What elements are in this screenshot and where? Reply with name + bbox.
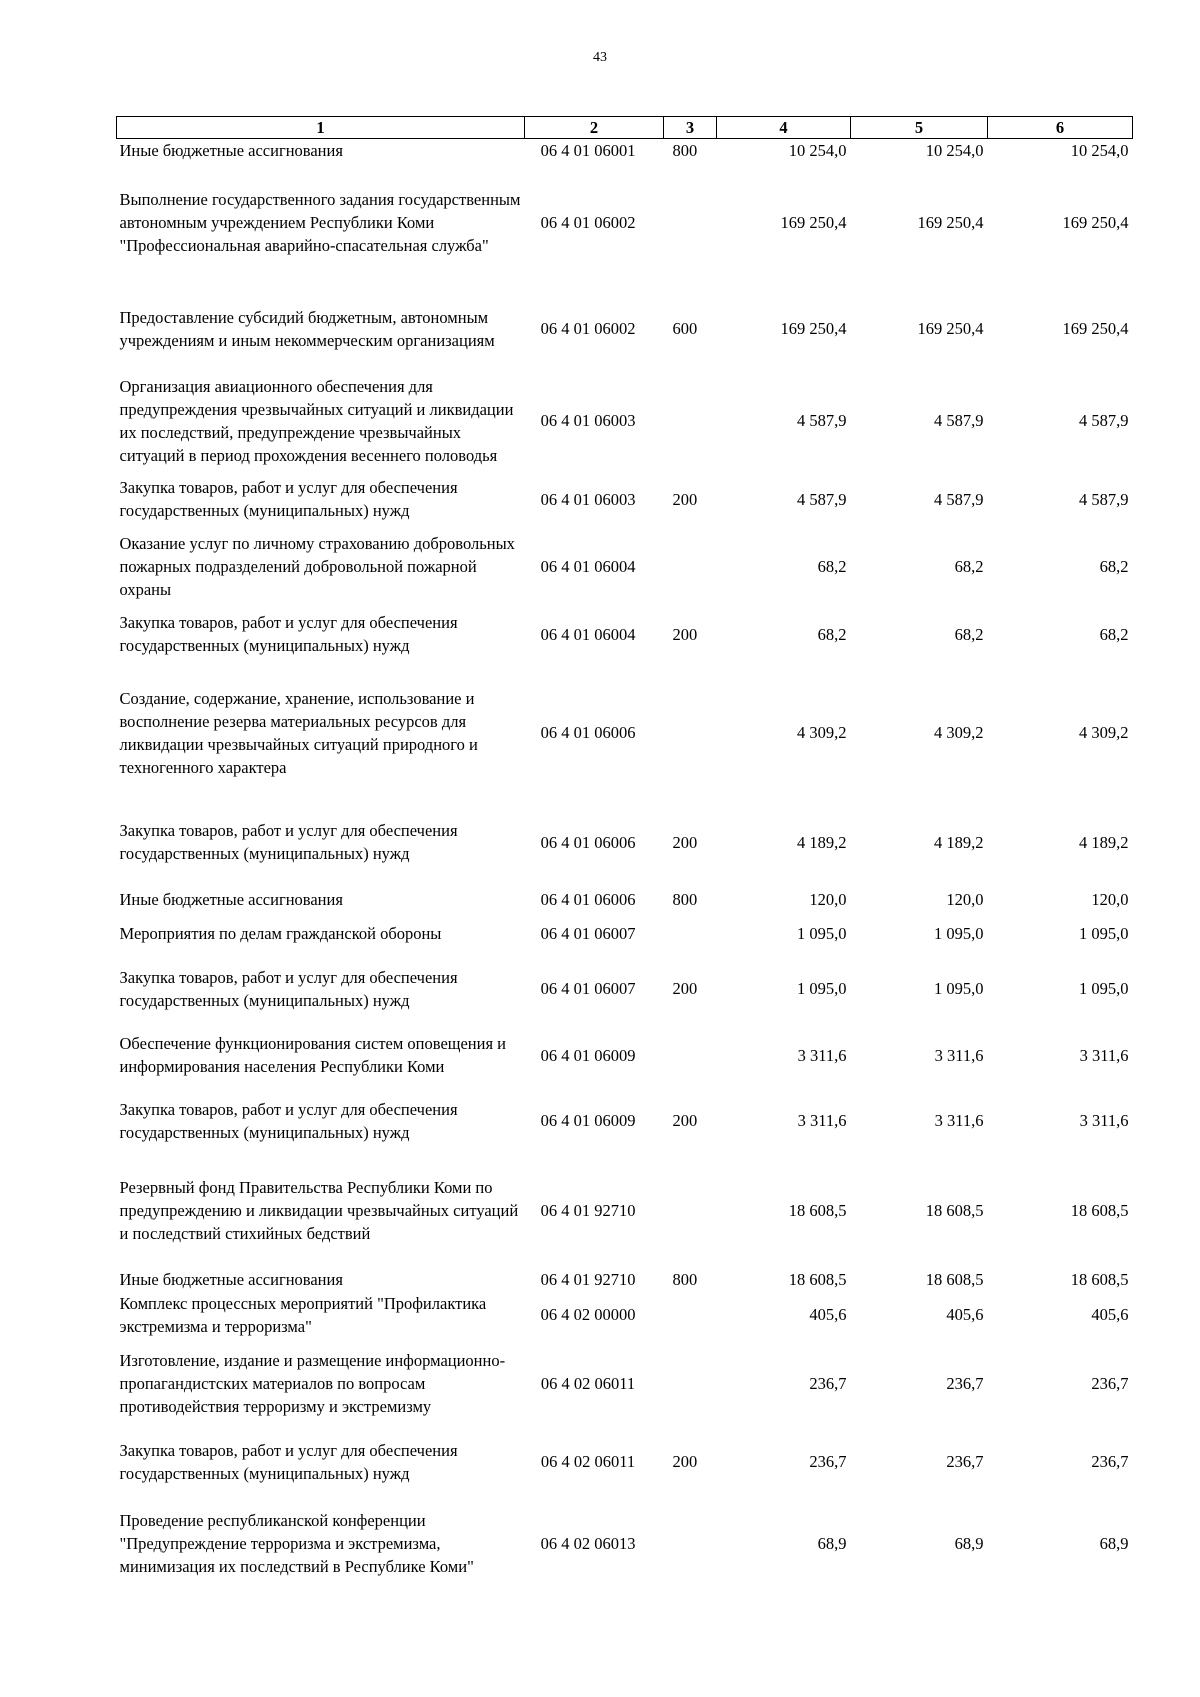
amount-col4: 10 254,0	[788, 141, 847, 161]
expense-type: 200	[672, 979, 698, 998]
column-header: 6	[988, 117, 1133, 139]
amount-col5: 18 608,5	[925, 1270, 984, 1289]
item-name: Закупка товаров, работ и услуг для обеспечения государственных (муниципальных) нужд	[119, 1099, 458, 1142]
amount-col5: 68,2	[954, 624, 984, 644]
amount-col5: 18 608,5	[925, 1201, 984, 1220]
table-row	[117, 1154, 1133, 1268]
budget-table	[116, 116, 1133, 1594]
item-name: Иные бюджетные ассигнования	[119, 1270, 343, 1289]
amount-col4: 18 608,5	[788, 1201, 847, 1220]
expense-type	[664, 163, 717, 283]
item-name: Мероприятия по делам гражданской обороны	[119, 924, 442, 943]
amount-col6: 18 608,5	[1070, 1201, 1129, 1220]
expense-type: 200	[672, 1111, 698, 1130]
amount-col6: 68,9	[1099, 1534, 1129, 1553]
amount-col6: 18 608,5	[1070, 1270, 1129, 1289]
amount-col6: 68,2	[1099, 624, 1129, 644]
amount-col6: 169 250,4	[1062, 213, 1129, 232]
table-row	[117, 1338, 1133, 1430]
item-name: Создание, содержание, хранение, использование и восполнение резерва материальных ресурсов для ликвидации чрезвычайных ситуаций природного и техногенного характера	[119, 688, 478, 777]
expense-type	[664, 1154, 717, 1268]
amount-col5: 169 250,4	[917, 319, 984, 338]
table-row	[117, 139, 1133, 163]
expense-type: 800	[672, 141, 698, 161]
amount-col6: 236,7	[1091, 1452, 1129, 1471]
target-code: 06 4 02 00000	[540, 1305, 636, 1324]
amount-col6: 1 095,0	[1079, 979, 1129, 998]
amount-col5: 4 587,9	[934, 489, 984, 509]
expense-type	[664, 1338, 717, 1430]
table-row	[117, 1088, 1133, 1154]
table-row	[117, 955, 1133, 1023]
amount-col4: 236,7	[809, 1374, 847, 1393]
amount-col5: 68,9	[954, 1534, 984, 1553]
item-name: Закупка товаров, работ и услуг для обеспечения государственных (муниципальных) нужд	[119, 613, 458, 655]
expense-type	[664, 668, 717, 798]
table-body	[117, 139, 1133, 1594]
amount-col4: 18 608,5	[788, 1270, 847, 1289]
amount-col4: 68,9	[817, 1534, 847, 1553]
item-name: Проведение республиканской конференции "Предупреждение терроризма и экстремизма, минимизация их последствий в Республике Коми"	[119, 1511, 474, 1576]
amount-col6: 169 250,4	[1062, 319, 1129, 338]
expense-type	[664, 532, 717, 601]
amount-col5: 4 587,9	[934, 411, 984, 430]
expense-type	[664, 1023, 717, 1088]
table-row	[117, 467, 1133, 532]
table-row	[117, 283, 1133, 375]
amount-col4: 120,0	[809, 890, 847, 909]
item-name: Оказание услуг по личному страхованию добровольных пожарных подразделений добровольной пожарной охраны	[119, 533, 515, 599]
table-row	[117, 1494, 1133, 1594]
item-name: Иные бюджетные ассигнования	[119, 890, 343, 909]
target-code: 06 4 01 06009	[540, 1111, 636, 1130]
amount-col6: 405,6	[1091, 1305, 1129, 1324]
expense-type: 200	[672, 624, 698, 644]
column-header: 3	[664, 117, 717, 139]
target-code: 06 4 02 06011	[540, 1374, 636, 1393]
expense-type	[664, 1494, 717, 1594]
item-name: Резервный фонд Правительства Республики Коми по предупреждению и ликвидации чрезвычайных ситуаций и последствий стихийных бедствий	[119, 1178, 519, 1243]
amount-col6: 3 311,6	[1079, 1111, 1129, 1130]
target-code: 06 4 01 06006	[540, 890, 636, 909]
amount-col6: 3 311,6	[1079, 1045, 1129, 1065]
table-row	[117, 1430, 1133, 1494]
target-code: 06 4 01 06002	[540, 213, 636, 232]
amount-col5: 1 095,0	[934, 924, 984, 943]
item-name: Иные бюджетные ассигнования	[119, 141, 343, 161]
amount-col6: 4 587,9	[1079, 411, 1129, 430]
item-name: Закупка товаров, работ и услуг для обеспечения государственных (муниципальных) нужд	[119, 967, 458, 1010]
amount-col6: 68,2	[1099, 556, 1129, 576]
amount-col5: 3 311,6	[934, 1111, 984, 1130]
amount-col4: 4 189,2	[797, 832, 847, 852]
amount-col6: 120,0	[1091, 890, 1129, 909]
amount-col6: 1 095,0	[1079, 924, 1129, 943]
amount-col5: 120,0	[946, 890, 984, 909]
amount-col4: 4 587,9	[797, 411, 847, 430]
expense-type: 600	[672, 319, 698, 338]
table-row	[117, 163, 1133, 283]
target-code: 06 4 01 06003	[540, 411, 636, 430]
amount-col4: 3 311,6	[797, 1045, 847, 1065]
target-code: 06 4 01 06002	[540, 319, 636, 338]
table-header	[117, 117, 1133, 139]
table-row	[117, 668, 1133, 798]
amount-col5: 68,2	[954, 556, 984, 576]
target-code: 06 4 01 06004	[540, 556, 636, 576]
target-code: 06 4 01 06007	[540, 924, 636, 943]
item-name: Выполнение государственного задания государственным автономным учреждением Республики Коми "Профессиональная аварийно-спасательная служба"	[119, 190, 521, 255]
target-code: 06 4 01 92710	[540, 1270, 636, 1289]
amount-col6: 10 254,0	[1070, 141, 1129, 161]
amount-col6: 4 587,9	[1079, 489, 1129, 509]
expense-type	[664, 913, 717, 955]
target-code: 06 4 01 06009	[540, 1045, 636, 1065]
amount-col4: 236,7	[809, 1452, 847, 1471]
amount-col5: 405,6	[946, 1305, 984, 1324]
expense-type: 200	[672, 832, 698, 852]
amount-col5: 236,7	[946, 1374, 984, 1393]
target-code: 06 4 01 06006	[540, 723, 636, 742]
expense-type	[664, 1292, 717, 1338]
amount-col5: 4 309,2	[934, 723, 984, 742]
column-header: 5	[851, 117, 988, 139]
amount-col5: 236,7	[946, 1452, 984, 1471]
amount-col4: 4 309,2	[797, 723, 847, 742]
table-row	[117, 375, 1133, 467]
amount-col5: 169 250,4	[917, 213, 984, 232]
amount-col6: 4 309,2	[1079, 723, 1129, 742]
column-header: 1	[117, 117, 525, 139]
page-number: 43	[593, 50, 607, 65]
amount-col4: 1 095,0	[797, 924, 847, 943]
table-row	[117, 1023, 1133, 1088]
item-name: Обеспечение функционирования систем оповещения и информирования населения Республики Коми	[119, 1034, 507, 1076]
amount-col4: 405,6	[809, 1305, 847, 1324]
amount-col4: 3 311,6	[797, 1111, 847, 1130]
table-row	[117, 913, 1133, 955]
amount-col4: 4 587,9	[797, 489, 847, 509]
expense-type: 800	[672, 1270, 698, 1289]
amount-col5: 3 311,6	[934, 1045, 984, 1065]
expense-type: 200	[672, 489, 698, 509]
amount-col4: 68,2	[817, 624, 847, 644]
target-code: 06 4 01 06003	[540, 489, 636, 509]
item-name: Комплекс процессных мероприятий "Профилактика экстремизма и терроризма"	[119, 1293, 487, 1336]
amount-col5: 4 189,2	[934, 832, 984, 852]
amount-col5: 1 095,0	[934, 979, 984, 998]
item-name: Закупка товаров, работ и услуг для обеспечения государственных (муниципальных) нужд	[119, 821, 458, 863]
target-code: 06 4 02 06011	[540, 1452, 636, 1471]
expense-type	[664, 375, 717, 467]
table-row	[117, 601, 1133, 668]
target-code: 06 4 01 06001	[540, 141, 636, 161]
amount-col6: 4 189,2	[1079, 832, 1129, 852]
expense-type: 200	[672, 1452, 698, 1471]
column-header: 4	[717, 117, 851, 139]
table-row	[117, 798, 1133, 887]
amount-col4: 68,2	[817, 556, 847, 576]
target-code: 06 4 01 92710	[540, 1201, 636, 1220]
item-name: Закупка товаров, работ и услуг для обеспечения государственных (муниципальных) нужд	[119, 1440, 458, 1483]
table-row	[117, 532, 1133, 601]
target-code: 06 4 01 06007	[540, 979, 636, 998]
target-code: 06 4 01 06006	[540, 832, 636, 852]
table-row	[117, 1292, 1133, 1338]
column-header: 2	[525, 117, 664, 139]
amount-col4: 1 095,0	[797, 979, 847, 998]
item-name: Организация авиационного обеспечения для предупреждения чрезвычайных ситуаций и ликвидации их последствий, предупреждение чрезвычайных ситуаций в период прохождения весеннего половодья	[119, 376, 514, 465]
amount-col4: 169 250,4	[780, 213, 847, 232]
item-name: Изготовление, издание и размещение информационно-пропагандистских материалов по вопросам противодействия терроризму и экстремизму	[119, 1351, 506, 1416]
item-name: Предоставление субсидий бюджетным, автономным учреждениям и иным некоммерческим организациям	[119, 307, 495, 350]
expense-type: 800	[672, 890, 698, 909]
target-code: 06 4 02 06013	[540, 1534, 636, 1553]
amount-col6: 236,7	[1091, 1374, 1129, 1393]
target-code: 06 4 01 06004	[540, 624, 636, 644]
table-row	[117, 887, 1133, 913]
amount-col5: 10 254,0	[925, 141, 984, 161]
item-name: Закупка товаров, работ и услуг для обеспечения государственных (муниципальных) нужд	[119, 478, 458, 520]
amount-col4: 169 250,4	[780, 319, 847, 338]
table-row	[117, 1268, 1133, 1292]
